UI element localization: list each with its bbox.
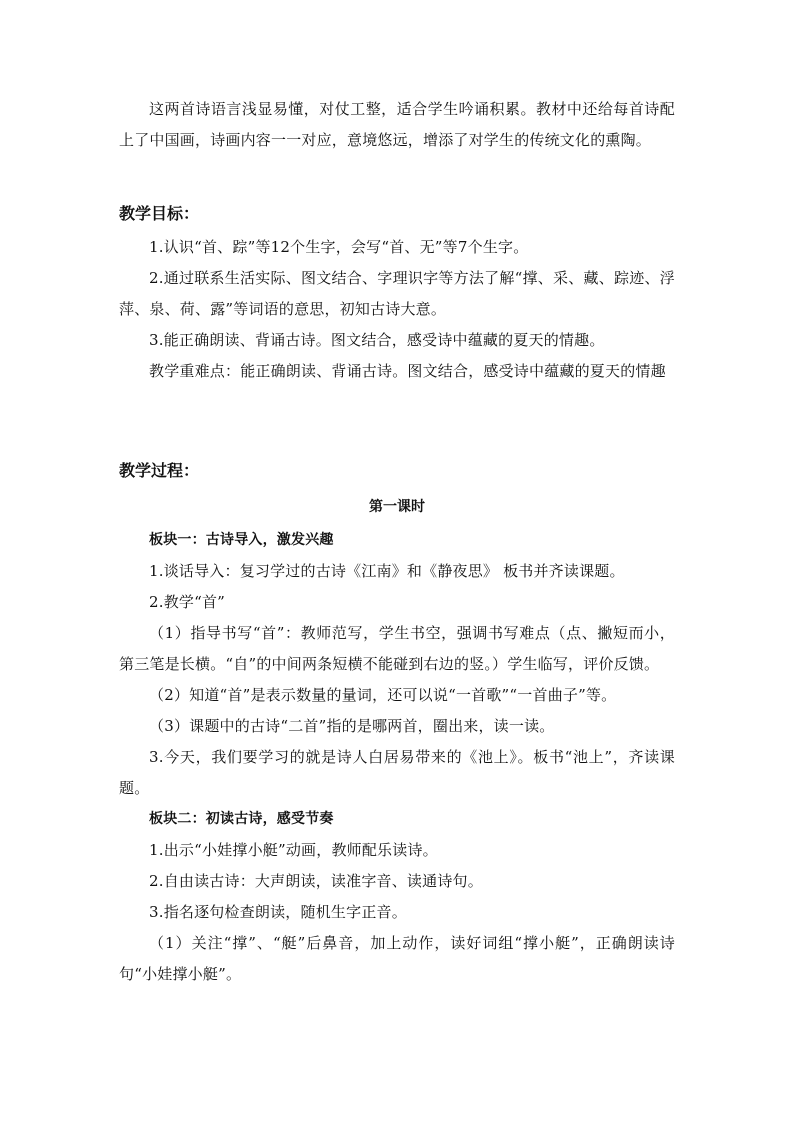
process-line: 2.教学“首” [149, 593, 226, 611]
process-line: （2）知道“首”是表示数量的量词，还可以说“一首歌”“一首曲子”等。 [149, 686, 617, 704]
section-title: 板块一：古诗导入，激发兴趣 [149, 532, 334, 548]
process-heading: 教学过程： [119, 461, 200, 480]
goal-item: 1.认识“首、踪”等12个生字，会写“首、无”等7个生字。 [149, 238, 529, 256]
goals-heading: 教学目标： [119, 204, 200, 223]
process-section [119, 525, 675, 990]
process-line: （1）关注“撑”、“艇”后鼻音，加上动作，读好词组“撑小艇”，正确朗读诗句“小娃撑小艇”。 [119, 934, 675, 983]
process-line: （1）指导书写“首”：教师范写，学生书空，强调书写难点（点、撇短而小，第三笔是长横。“自”的中间两条短横不能碰到右边的竖。）学生临写，评价反馈。 [119, 624, 675, 673]
intro-section [119, 94, 675, 156]
goal-item: 3.能正确朗读、背诵古诗。图文结合，感受诗中蕴藏的夏天的情趣。 [149, 331, 605, 349]
lesson-title: 第一课时 [369, 499, 425, 515]
key-points: 教学重难点：能正确朗读、背诵古诗。图文结合，感受诗中蕴藏的夏天的情趣 [149, 362, 666, 380]
goal-item: 2.通过联系生活实际、图文结合、字理识字等方法了解“撑、采、藏、踪迹、浮萍、泉、荷、露”等词语的意思，初知古诗大意。 [119, 269, 675, 318]
process-line: 3.指名逐句检查朗读，随机生字正音。 [149, 903, 407, 921]
goals-section [119, 232, 675, 387]
section-title: 板块二：初读古诗，感受节奏 [149, 811, 334, 827]
process-line: 2.自由读古诗：大声朗读，读准字音、读通诗句。 [149, 872, 483, 890]
process-line: 1.谈话导入：复习学过的古诗《江南》和《静夜思》 板书并齐读课题。 [149, 562, 625, 580]
process-line: （3）课题中的古诗“二首”指的是哪两首，圈出来，读一读。 [149, 717, 555, 735]
process-line: 1.出示“小娃撑小艇”动画，教师配乐读诗。 [149, 841, 438, 859]
intro-paragraph: 这两首诗语言浅显易懂，对仗工整，适合学生吟诵积累。教材中还给每首诗配上了中国画，诗画内容一一对应，意境悠远，增添了对学生的传统文化的熏陶。 [119, 100, 675, 149]
process-line: 3.今天，我们要学习的就是诗人白居易带来的《池上》。板书“池上”，齐读课题。 [119, 748, 675, 797]
